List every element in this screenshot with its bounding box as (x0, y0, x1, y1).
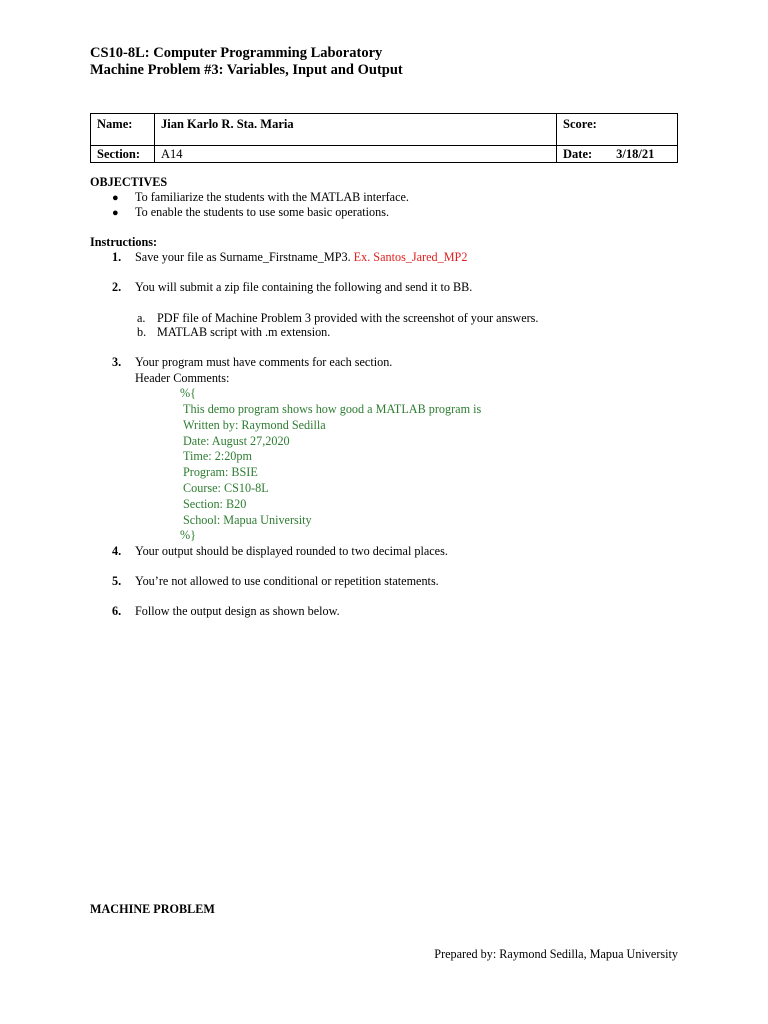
code-line: Written by: Raymond Sedilla (183, 418, 326, 432)
item-number: 2. (112, 280, 122, 294)
date-label: Date: (563, 146, 593, 161)
code-line: Time: 2:20pm (183, 449, 252, 463)
code-line: This demo program shows how good a MATLAB program is (183, 402, 482, 416)
instruction-item-3: Your program must have comments for each section. (135, 355, 393, 369)
instruction-item-5: You’re not allowed to use conditional or repetition statements. (135, 574, 439, 588)
date-cell (557, 146, 678, 163)
section-label: Section: (91, 146, 155, 163)
instruction-item-4: Your output should be displayed rounded to two decimal places. (135, 544, 448, 558)
code-line: Section: B20 (183, 497, 247, 511)
name-label: Name: (91, 114, 155, 146)
student-info-table (90, 113, 678, 163)
code-line: %} (180, 528, 197, 542)
item-number: 6. (112, 604, 122, 618)
instruction-item-6: Follow the output design as shown below. (135, 604, 340, 618)
filename-example: Ex. Santos_Jared_MP2 (353, 250, 468, 264)
objective-item: ● To enable the students to use some basic operations. (112, 205, 390, 219)
info-row-section (91, 146, 678, 163)
problem-title: Machine Problem #3: Variables, Input and Output (90, 62, 403, 78)
item-number: 5. (112, 574, 122, 588)
code-line: Date: August 27,2020 (183, 434, 290, 448)
code-line: School: Mapua University (183, 513, 312, 527)
section-value: A14 (155, 146, 557, 163)
code-line: %{ (180, 386, 197, 400)
footer-prepared-by: Prepared by: Raymond Sedilla, Mapua University (434, 947, 678, 961)
info-row-name (91, 114, 678, 146)
machine-problem-heading: MACHINE PROBLEM (90, 902, 215, 916)
header-comments-label: Header Comments: (135, 371, 230, 385)
item-number: 1. (112, 250, 122, 264)
sub-item-a: PDF file of Machine Problem 3 provided with the screenshot of your answers. (157, 311, 539, 325)
name-value: Jian Karlo R. Sta. Maria (155, 114, 557, 146)
score-label: Score: (557, 114, 678, 146)
instruction-item-2: You will submit a zip file containing the following and send it to BB. (135, 280, 473, 294)
code-line: Course: CS10-8L (183, 481, 269, 495)
instruction-item-1: Save your file as Surname_Firstname_MP3. Ex. Santos_Jared_MP2 (135, 250, 468, 264)
instructions-heading: Instructions: (90, 235, 158, 249)
item-number: 4. (112, 544, 122, 558)
sub-item-letter: b. (137, 325, 147, 339)
bullet-icon: ● (112, 207, 119, 219)
objectives-heading: OBJECTIVES (90, 175, 168, 189)
date-value: 3/18/21 (616, 146, 655, 161)
sub-item-b: MATLAB script with .m extension. (157, 325, 331, 339)
item-number: 3. (112, 355, 122, 369)
sub-item-letter: a. (137, 311, 146, 325)
code-line: Program: BSIE (183, 465, 258, 479)
objective-item: ● To familiarize the students with the MATLAB interface. (112, 190, 409, 204)
bullet-icon: ● (112, 192, 119, 204)
course-title: CS10-8L: Computer Programming Laboratory (90, 45, 383, 61)
